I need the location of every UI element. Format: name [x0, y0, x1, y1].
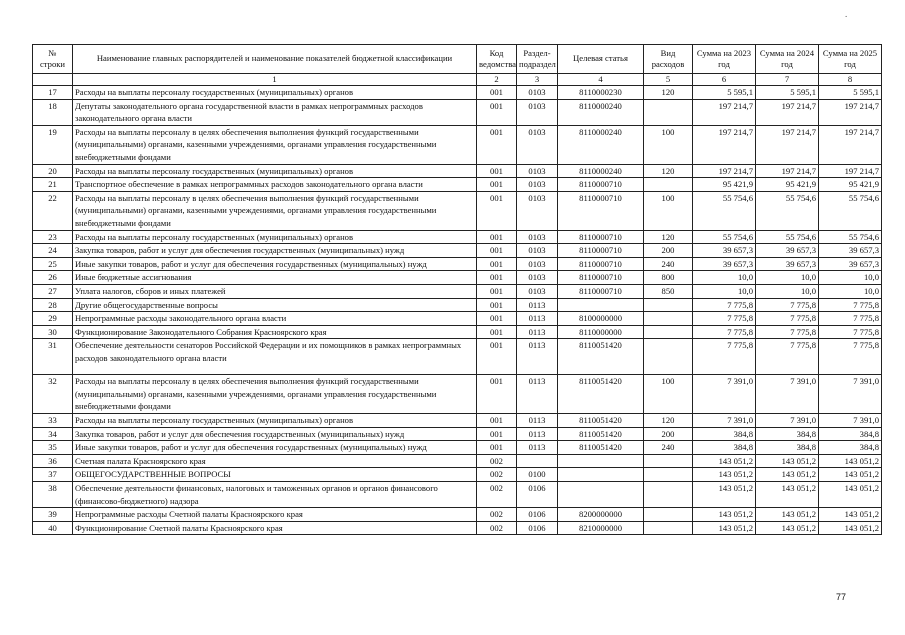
row-number-cell: 18: [33, 99, 73, 125]
amount-2024-cell: 5 595,1: [756, 86, 819, 100]
amount-2024-cell: 7 391,0: [756, 375, 819, 414]
expense-type-cell: [644, 99, 693, 125]
amount-2024-cell: 55 754,6: [756, 191, 819, 230]
target-item-cell: 8110000240: [558, 125, 644, 164]
target-item-cell: 8100000000: [558, 312, 644, 326]
amount-2025-cell: 197 214,7: [819, 99, 882, 125]
table-row: [33, 178, 882, 192]
name-cell: Обеспечение деятельности финансовых, налоговых и таможенных органов и органов финансового (финансово-бюджетного) надзора: [73, 482, 477, 508]
amount-2024-cell: 55 754,6: [756, 230, 819, 244]
header-section: Раздел-подраздел: [517, 45, 558, 74]
expense-type-cell: 200: [644, 427, 693, 441]
index-cell: 2: [477, 74, 517, 86]
section-cell: 0106: [517, 521, 558, 535]
row-number-cell: 19: [33, 125, 73, 164]
index-cell: 7: [756, 74, 819, 86]
amount-2024-cell: 7 775,8: [756, 325, 819, 339]
table-row: [33, 164, 882, 178]
table-row: [33, 312, 882, 326]
amount-2024-cell: 197 214,7: [756, 99, 819, 125]
name-cell: Обеспечение деятельности сенаторов Российской Федерации и их помощников в рамках непрограммных расходов законодательного органа власти: [73, 339, 477, 375]
amount-2024-cell: 95 421,9: [756, 178, 819, 192]
row-number-cell: 34: [33, 427, 73, 441]
name-cell: Закупка товаров, работ и услуг для обеспечения государственных (муниципальных) нужд: [73, 427, 477, 441]
header-row-number: № строки: [33, 45, 73, 74]
table-row: [33, 441, 882, 455]
target-item-cell: [558, 454, 644, 468]
department-code-cell: 001: [477, 312, 517, 326]
amount-2023-cell: 7 775,8: [693, 339, 756, 375]
row-number-cell: 37: [33, 468, 73, 482]
table-row: [33, 125, 882, 164]
amount-2023-cell: 143 051,2: [693, 468, 756, 482]
table-header-row: [33, 45, 882, 74]
target-item-cell: 8110000710: [558, 244, 644, 258]
page-number: 77: [836, 592, 847, 602]
section-cell: 0113: [517, 339, 558, 375]
amount-2025-cell: 39 657,3: [819, 244, 882, 258]
section-cell: 0100: [517, 468, 558, 482]
amount-2023-cell: 7 775,8: [693, 312, 756, 326]
amount-2023-cell: 143 051,2: [693, 454, 756, 468]
row-number-cell: 25: [33, 257, 73, 271]
amount-2024-cell: 384,8: [756, 441, 819, 455]
name-cell: Непрограммные расходы законодательного органа власти: [73, 312, 477, 326]
name-cell: Иные бюджетные ассигнования: [73, 271, 477, 285]
table-row: [33, 191, 882, 230]
department-code-cell: 001: [477, 339, 517, 375]
section-cell: 0103: [517, 257, 558, 271]
amount-2023-cell: 143 051,2: [693, 521, 756, 535]
name-cell: Иные закупки товаров, работ и услуг для обеспечения государственных (муниципальных) нужд: [73, 257, 477, 271]
name-cell: Иные закупки товаров, работ и услуг для обеспечения государственных (муниципальных) нужд: [73, 441, 477, 455]
amount-2023-cell: 197 214,7: [693, 164, 756, 178]
amount-2023-cell: 197 214,7: [693, 125, 756, 164]
name-cell: Другие общегосударственные вопросы: [73, 298, 477, 312]
section-cell: 0103: [517, 191, 558, 230]
table-row: [33, 339, 882, 375]
amount-2024-cell: 7 775,8: [756, 298, 819, 312]
department-code-cell: 001: [477, 414, 517, 428]
amount-2023-cell: 384,8: [693, 441, 756, 455]
amount-2023-cell: 55 754,6: [693, 230, 756, 244]
amount-2025-cell: 7 391,0: [819, 375, 882, 414]
amount-2025-cell: 7 391,0: [819, 414, 882, 428]
header-expense-type: Вид расходов: [644, 45, 693, 74]
expense-type-cell: [644, 468, 693, 482]
amount-2024-cell: 10,0: [756, 284, 819, 298]
section-cell: 0103: [517, 230, 558, 244]
amount-2025-cell: 384,8: [819, 427, 882, 441]
row-number-cell: 26: [33, 271, 73, 285]
amount-2023-cell: 10,0: [693, 271, 756, 285]
row-number-cell: 35: [33, 441, 73, 455]
target-item-cell: 8210000000: [558, 521, 644, 535]
target-item-cell: 8110051420: [558, 339, 644, 375]
index-cell: 6: [693, 74, 756, 86]
expense-type-cell: 100: [644, 375, 693, 414]
table-row: [33, 508, 882, 522]
target-item-cell: 8110051420: [558, 441, 644, 455]
column-index-row: [33, 74, 882, 86]
target-item-cell: 8110000710: [558, 191, 644, 230]
amount-2025-cell: 7 775,8: [819, 325, 882, 339]
amount-2023-cell: 143 051,2: [693, 508, 756, 522]
amount-2024-cell: 384,8: [756, 427, 819, 441]
section-cell: 0103: [517, 86, 558, 100]
department-code-cell: 001: [477, 230, 517, 244]
name-cell: ОБЩЕГОСУДАРСТВЕННЫЕ ВОПРОСЫ: [73, 468, 477, 482]
amount-2025-cell: 10,0: [819, 284, 882, 298]
section-cell: 0103: [517, 125, 558, 164]
table-row: [33, 468, 882, 482]
name-cell: Закупка товаров, работ и услуг для обеспечения государственных (муниципальных) нужд: [73, 244, 477, 258]
expense-type-cell: [644, 298, 693, 312]
section-cell: 0113: [517, 441, 558, 455]
amount-2025-cell: 55 754,6: [819, 191, 882, 230]
department-code-cell: 002: [477, 468, 517, 482]
department-code-cell: 001: [477, 244, 517, 258]
department-code-cell: 002: [477, 482, 517, 508]
amount-2025-cell: 7 775,8: [819, 339, 882, 375]
amount-2023-cell: 39 657,3: [693, 244, 756, 258]
name-cell: Расходы на выплаты персоналу в целях обеспечения выполнения функций государственными (муниципальными) органами, казенными учреждениями, органами управления государственными внебюджетными фондами: [73, 125, 477, 164]
name-cell: Депутаты законодательного органа государственной власти в рамках непрограммных расходов законодательного органа власти: [73, 99, 477, 125]
index-cell: [33, 74, 73, 86]
amount-2025-cell: 384,8: [819, 441, 882, 455]
table-row: [33, 325, 882, 339]
department-code-cell: 002: [477, 508, 517, 522]
row-number-cell: 31: [33, 339, 73, 375]
table-row: [33, 244, 882, 258]
amount-2025-cell: 5 595,1: [819, 86, 882, 100]
target-item-cell: 8200000000: [558, 508, 644, 522]
expense-type-cell: [644, 454, 693, 468]
department-code-cell: 001: [477, 427, 517, 441]
target-item-cell: 8110000710: [558, 284, 644, 298]
amount-2023-cell: 7 775,8: [693, 325, 756, 339]
row-number-cell: 23: [33, 230, 73, 244]
row-number-cell: 28: [33, 298, 73, 312]
name-cell: Расходы на выплаты персоналу в целях обеспечения выполнения функций государственными (муниципальными) органами, казенными учреждениями, органами управления государственными внебюджетными фондами: [73, 191, 477, 230]
department-code-cell: 001: [477, 257, 517, 271]
amount-2024-cell: 7 775,8: [756, 312, 819, 326]
expense-type-cell: 200: [644, 244, 693, 258]
amount-2023-cell: 143 051,2: [693, 482, 756, 508]
row-number-cell: 17: [33, 86, 73, 100]
name-cell: Расходы на выплаты персоналу государственных (муниципальных) органов: [73, 86, 477, 100]
target-item-cell: 8110000710: [558, 178, 644, 192]
index-cell: 4: [558, 74, 644, 86]
amount-2024-cell: 39 657,3: [756, 244, 819, 258]
table-row: [33, 257, 882, 271]
amount-2025-cell: 143 051,2: [819, 521, 882, 535]
department-code-cell: 002: [477, 521, 517, 535]
amount-2025-cell: 95 421,9: [819, 178, 882, 192]
expense-type-cell: [644, 482, 693, 508]
row-number-cell: 40: [33, 521, 73, 535]
table-row: [33, 375, 882, 414]
expense-type-cell: [644, 178, 693, 192]
amount-2025-cell: 7 775,8: [819, 298, 882, 312]
target-item-cell: 8110000710: [558, 257, 644, 271]
amount-2024-cell: 143 051,2: [756, 508, 819, 522]
row-number-cell: 29: [33, 312, 73, 326]
amount-2023-cell: 5 595,1: [693, 86, 756, 100]
row-number-cell: 22: [33, 191, 73, 230]
amount-2025-cell: 197 214,7: [819, 164, 882, 178]
expense-type-cell: 120: [644, 164, 693, 178]
expense-type-cell: [644, 339, 693, 375]
amount-2023-cell: 10,0: [693, 284, 756, 298]
target-item-cell: 8110000240: [558, 99, 644, 125]
table-row: [33, 230, 882, 244]
row-number-cell: 39: [33, 508, 73, 522]
department-code-cell: 001: [477, 191, 517, 230]
target-item-cell: [558, 468, 644, 482]
department-code-cell: 001: [477, 325, 517, 339]
section-cell: 0103: [517, 244, 558, 258]
department-code-cell: 001: [477, 441, 517, 455]
section-cell: 0103: [517, 178, 558, 192]
row-number-cell: 24: [33, 244, 73, 258]
target-item-cell: 8110000710: [558, 271, 644, 285]
target-item-cell: 8110000240: [558, 164, 644, 178]
table-row: [33, 454, 882, 468]
amount-2024-cell: 39 657,3: [756, 257, 819, 271]
expense-type-cell: 800: [644, 271, 693, 285]
table-row: [33, 99, 882, 125]
name-cell: Транспортное обеспечение в рамках непрограммных расходов законодательного органа власти: [73, 178, 477, 192]
section-cell: 0103: [517, 284, 558, 298]
table-body: [33, 86, 882, 535]
department-code-cell: 001: [477, 375, 517, 414]
amount-2024-cell: 197 214,7: [756, 164, 819, 178]
corner-mark: .: [845, 9, 848, 19]
section-cell: 0113: [517, 298, 558, 312]
amount-2023-cell: 95 421,9: [693, 178, 756, 192]
amount-2023-cell: 7 391,0: [693, 414, 756, 428]
amount-2025-cell: 39 657,3: [819, 257, 882, 271]
amount-2024-cell: 10,0: [756, 271, 819, 285]
target-item-cell: 8110051420: [558, 414, 644, 428]
amount-2024-cell: 143 051,2: [756, 468, 819, 482]
amount-2023-cell: 55 754,6: [693, 191, 756, 230]
amount-2024-cell: 7 391,0: [756, 414, 819, 428]
index-cell: 3: [517, 74, 558, 86]
target-item-cell: 8110051420: [558, 427, 644, 441]
expense-type-cell: 120: [644, 414, 693, 428]
expense-type-cell: 240: [644, 441, 693, 455]
header-department-code: Код ведомства: [477, 45, 517, 74]
expense-type-cell: 100: [644, 191, 693, 230]
table-row: [33, 414, 882, 428]
section-cell: 0113: [517, 312, 558, 326]
department-code-cell: 001: [477, 284, 517, 298]
amount-2025-cell: 143 051,2: [819, 508, 882, 522]
header-name: Наименование главных распорядителей и наименование показателей бюджетной классификации: [73, 45, 477, 74]
budget-table: [32, 44, 882, 535]
target-item-cell: [558, 482, 644, 508]
amount-2023-cell: 7 775,8: [693, 298, 756, 312]
header-amount-2025: Сумма на 2025 год: [819, 45, 882, 74]
table-row: [33, 284, 882, 298]
table-row: [33, 482, 882, 508]
expense-type-cell: 240: [644, 257, 693, 271]
section-cell: 0113: [517, 325, 558, 339]
header-target-item: Целевая статья: [558, 45, 644, 74]
section-cell: [517, 454, 558, 468]
amount-2025-cell: 143 051,2: [819, 468, 882, 482]
section-cell: 0113: [517, 414, 558, 428]
amount-2024-cell: 143 051,2: [756, 454, 819, 468]
table-row: [33, 298, 882, 312]
header-amount-2023: Сумма на 2023 год: [693, 45, 756, 74]
name-cell: Функционирование Счетной палаты Красноярского края: [73, 521, 477, 535]
section-cell: 0103: [517, 99, 558, 125]
target-item-cell: 8110000000: [558, 325, 644, 339]
section-cell: 0103: [517, 271, 558, 285]
amount-2025-cell: 143 051,2: [819, 454, 882, 468]
table-row: [33, 86, 882, 100]
amount-2023-cell: 197 214,7: [693, 99, 756, 125]
amount-2025-cell: 143 051,2: [819, 482, 882, 508]
expense-type-cell: 100: [644, 125, 693, 164]
department-code-cell: 001: [477, 178, 517, 192]
expense-type-cell: 120: [644, 230, 693, 244]
amount-2025-cell: 10,0: [819, 271, 882, 285]
target-item-cell: 8110051420: [558, 375, 644, 414]
department-code-cell: 001: [477, 99, 517, 125]
target-item-cell: [558, 298, 644, 312]
section-cell: 0113: [517, 375, 558, 414]
amount-2024-cell: 143 051,2: [756, 482, 819, 508]
amount-2023-cell: 7 391,0: [693, 375, 756, 414]
amount-2025-cell: 7 775,8: [819, 312, 882, 326]
row-number-cell: 32: [33, 375, 73, 414]
index-cell: 5: [644, 74, 693, 86]
department-code-cell: 001: [477, 125, 517, 164]
row-number-cell: 20: [33, 164, 73, 178]
expense-type-cell: [644, 312, 693, 326]
name-cell: Непрограммные расходы Счетной палаты Красноярского края: [73, 508, 477, 522]
row-number-cell: 30: [33, 325, 73, 339]
amount-2023-cell: 384,8: [693, 427, 756, 441]
department-code-cell: 001: [477, 86, 517, 100]
name-cell: Расходы на выплаты персоналу государственных (муниципальных) органов: [73, 414, 477, 428]
department-code-cell: 001: [477, 271, 517, 285]
name-cell: Счетная палата Красноярского края: [73, 454, 477, 468]
row-number-cell: 21: [33, 178, 73, 192]
section-cell: 0103: [517, 164, 558, 178]
row-number-cell: 38: [33, 482, 73, 508]
expense-type-cell: 120: [644, 86, 693, 100]
department-code-cell: 002: [477, 454, 517, 468]
name-cell: Расходы на выплаты персоналу государственных (муниципальных) органов: [73, 230, 477, 244]
amount-2023-cell: 39 657,3: [693, 257, 756, 271]
row-number-cell: 36: [33, 454, 73, 468]
table-row: [33, 521, 882, 535]
target-item-cell: 8110000230: [558, 86, 644, 100]
row-number-cell: 33: [33, 414, 73, 428]
amount-2024-cell: 197 214,7: [756, 125, 819, 164]
amount-2025-cell: 55 754,6: [819, 230, 882, 244]
index-cell: 8: [819, 74, 882, 86]
name-cell: Функционирование Законодательного Собрания Красноярского края: [73, 325, 477, 339]
section-cell: 0106: [517, 482, 558, 508]
department-code-cell: 001: [477, 164, 517, 178]
index-cell: 1: [73, 74, 477, 86]
amount-2024-cell: 7 775,8: [756, 339, 819, 375]
section-cell: 0113: [517, 427, 558, 441]
row-number-cell: 27: [33, 284, 73, 298]
amount-2024-cell: 143 051,2: [756, 521, 819, 535]
header-amount-2024: Сумма на 2024 год: [756, 45, 819, 74]
department-code-cell: 001: [477, 298, 517, 312]
table-row: [33, 271, 882, 285]
expense-type-cell: [644, 325, 693, 339]
table-row: [33, 427, 882, 441]
section-cell: 0106: [517, 508, 558, 522]
name-cell: Уплата налогов, сборов и иных платежей: [73, 284, 477, 298]
name-cell: Расходы на выплаты персоналу государственных (муниципальных) органов: [73, 164, 477, 178]
name-cell: Расходы на выплаты персоналу в целях обеспечения выполнения функций государственными (муниципальными) органами, казенными учреждениями, органами управления государственными внебюджетными фондами: [73, 375, 477, 414]
amount-2025-cell: 197 214,7: [819, 125, 882, 164]
expense-type-cell: [644, 521, 693, 535]
expense-type-cell: 850: [644, 284, 693, 298]
expense-type-cell: [644, 508, 693, 522]
target-item-cell: 8110000710: [558, 230, 644, 244]
